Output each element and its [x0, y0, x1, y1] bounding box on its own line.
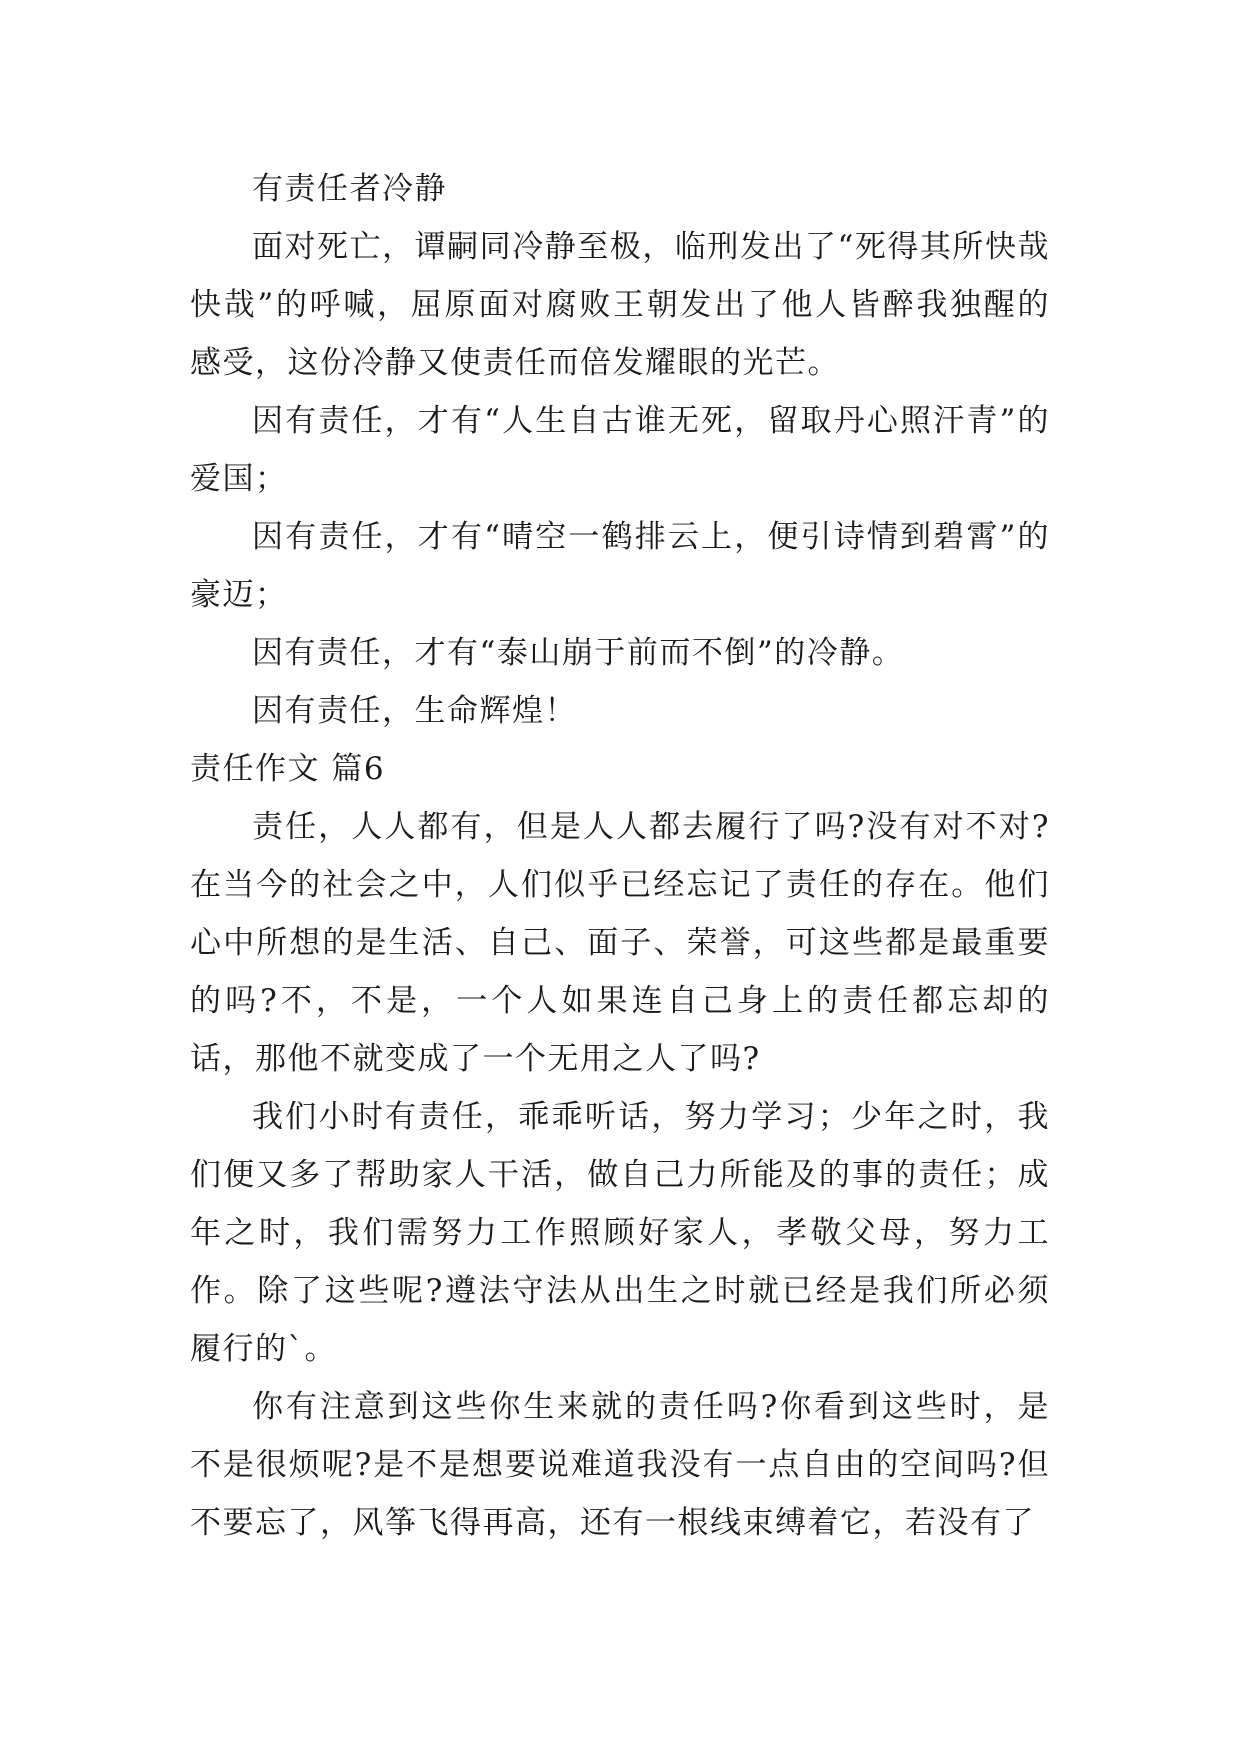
- document-body: [190, 160, 1050, 1552]
- paragraph: 责任，人人都有，但是人人都去履行了吗?没有对不对?在当今的社会之中，人们似乎已经忘记了责任的存在。他们心中所想的是生活、自己、面子、荣誉，可这些都是最重要的吗?不，不是，一个人如果连自己身上的责任都忘却的话，那他不就变成了一个无用之人了吗?: [190, 809, 1050, 1077]
- paragraph: 我们小时有责任，乖乖听话，努力学习；少年之时，我们便又多了帮助家人干活，做自己力所能及的事的责任；成年之时，我们需努力工作照顾好家人，孝敬父母，努力工作。除了这些呢?遵法守法从出生之时就已经是我们所必须履行的`。: [190, 1099, 1050, 1367]
- paragraph: 你有注意到这些你生来就的责任吗?你看到这些时，是不是很烦呢?是不是想要说难道我没有一点自由的空间吗?但不要忘了，风筝飞得再高，还有一根线束缚着它，若没有了: [190, 1389, 1050, 1541]
- paragraph: 因有责任，才有“泰山崩于前而不倒”的冷静。: [252, 635, 905, 671]
- paragraph: 有责任者冷静: [252, 171, 447, 207]
- paragraph: 因有责任，生命辉煌！: [252, 693, 577, 729]
- paragraph: 因有责任，才有“人生自古谁无死，留取丹心照汗青”的爱国；: [190, 403, 1050, 497]
- paragraph: 面对死亡，谭嗣同冷静至极，临刑发出了“死得其所快哉快哉”的呼喊，屈原面对腐败王朝发出了他人皆醉我独醒的感受，这份冷静又使责任而倍发耀眼的光芒。: [190, 229, 1050, 381]
- paragraph: 因有责任，才有“晴空一鹤排云上，便引诗情到碧霄”的豪迈；: [190, 519, 1050, 613]
- section-heading: 责任作文 篇6: [190, 751, 386, 787]
